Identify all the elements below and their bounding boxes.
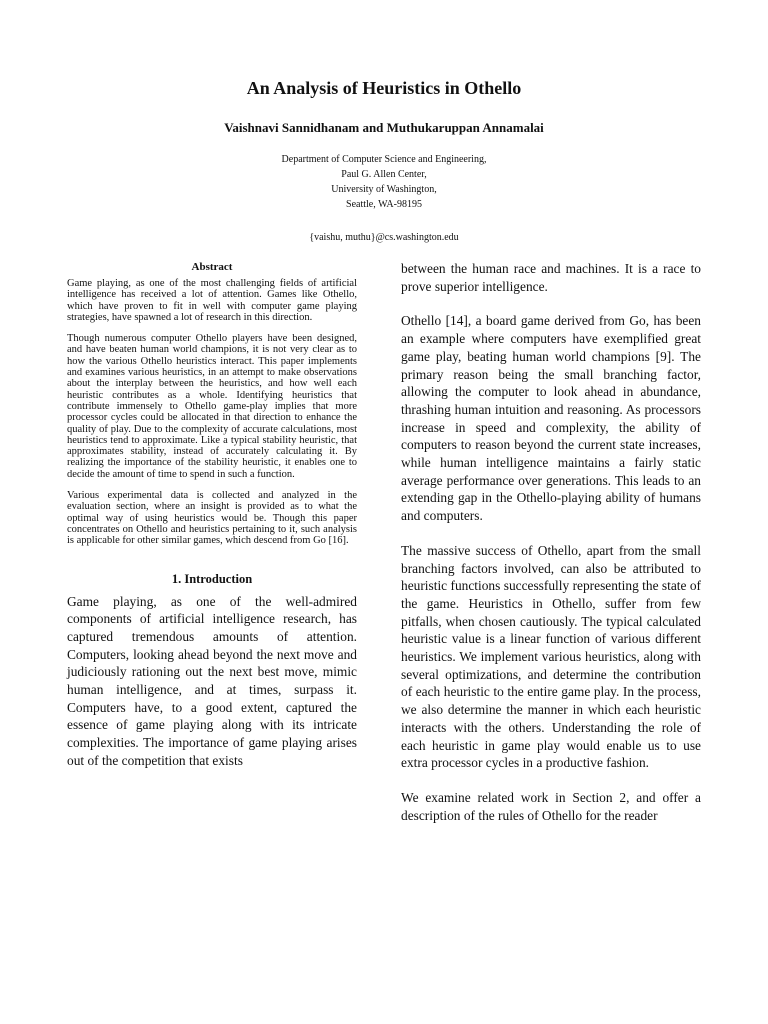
body-paragraph: Game playing, as one of the well-admired components of artificial intelligence research, has captured tremendous amounts of attention. Computers, looking ahead beyond the next move and judiciously rationing out the next best move, mimic human intelligence, and at times, surpass it. Computers have, to a good extent, captured the essence of game playing along with its intricate complexities. The importance of game playing arises out of the competition that exists	[67, 593, 357, 768]
abstract-paragraph: Game playing, as one of the most challenging fields of artificial intelligence has received a lot of attention. Games like Othello, which have proven to fit in well with computer game playing strategies, have spawned a lot of research in this direction.	[67, 278, 357, 323]
body-paragraph: between the human race and machines. It is a race to prove superior intelligence.	[401, 261, 701, 294]
affiliation-line: Department of Computer Science and Engineering,	[281, 154, 487, 165]
left-column	[67, 260, 357, 770]
paper-authors: Vaishnavi Sannidhanam and Muthukaruppan Annamalai	[224, 120, 544, 135]
body-paragraph: The massive success of Othello, apart from the small branching factors involved, can also be attributed to heuristic functions successfully representing the state of the game. Heuristics in Othello, suffer from few pitfalls, when chosen cautiously. The typical calculated heuristic value is a linear function of various different heuristics. We implement various heuristics, along with several optimizations, and determine the contribution of each heuristic to the entire game play. In the process, we also determine the manner in which each heuristic interacts with the others. Understanding the role of each heuristic in game play would enable us to use extra processor cycles in a productive fashion.	[401, 542, 701, 771]
body-paragraph: Othello [14], a board game derived from Go, has been an example where computers have exemplified great game play, beating human world champions [9]. The primary reason being the small branching factor, allowing the computer to look ahead in abundance, thrashing human intuition and reasoning. As processors increase in speed and complexity, the ability of computers to reason beyond the current state increases, while human intelligence maintains a fairly static average performance over generations. This leads to an extending gap in the Othello-playing ability of humans and computers.	[401, 313, 701, 524]
abstract-paragraph: Various experimental data is collected and analyzed in the evaluation section, where an insight is provided as to what the optimal way of using heuristics would be. Though this paper concentrates on Othello and heuristics pertaining to it, such analysis is applicable for other similar games, which descend from Go [16].	[67, 490, 357, 547]
abstract-paragraph: Though numerous computer Othello players have been designed, and have beaten human world champions, it is not very clear as to how the various Othello heuristics interact. This paper implements and examines various heuristics, in an attempt to make observations about the interplay between the heuristics, and how well each heuristic contributes as a whole. Identifying heuristics that contribute immensely to Othello game-play implies that more processor cycles could be allocated in that direction to enhance the quality of play. Due to the complexity of accurate calculations, most heuristics tend to approximate. Like a typical stability heuristic, that approximates stability, instead of accurately calculating it. By realizing the importance of the stability heuristic, it enables one to decide the amount of time to spend in such a function.	[67, 333, 357, 480]
body-paragraph: We examine related work in Section 2, and offer a description of the rules of Othello for the reader	[401, 789, 701, 823]
author-email: {vaishu, muthu}@cs.washington.edu	[309, 232, 459, 243]
affiliation-block	[0, 152, 768, 212]
paper-title: An Analysis of Heuristics in Othello	[246, 78, 522, 98]
affiliation-line: University of Washington,	[331, 184, 437, 195]
section-heading-introduction: 1. Introduction	[171, 571, 253, 586]
affiliation-line: Seattle, WA-98195	[346, 199, 422, 210]
right-column	[401, 260, 701, 841]
abstract-heading: Abstract	[191, 261, 233, 273]
affiliation-line: Paul G. Allen Center,	[341, 169, 427, 180]
